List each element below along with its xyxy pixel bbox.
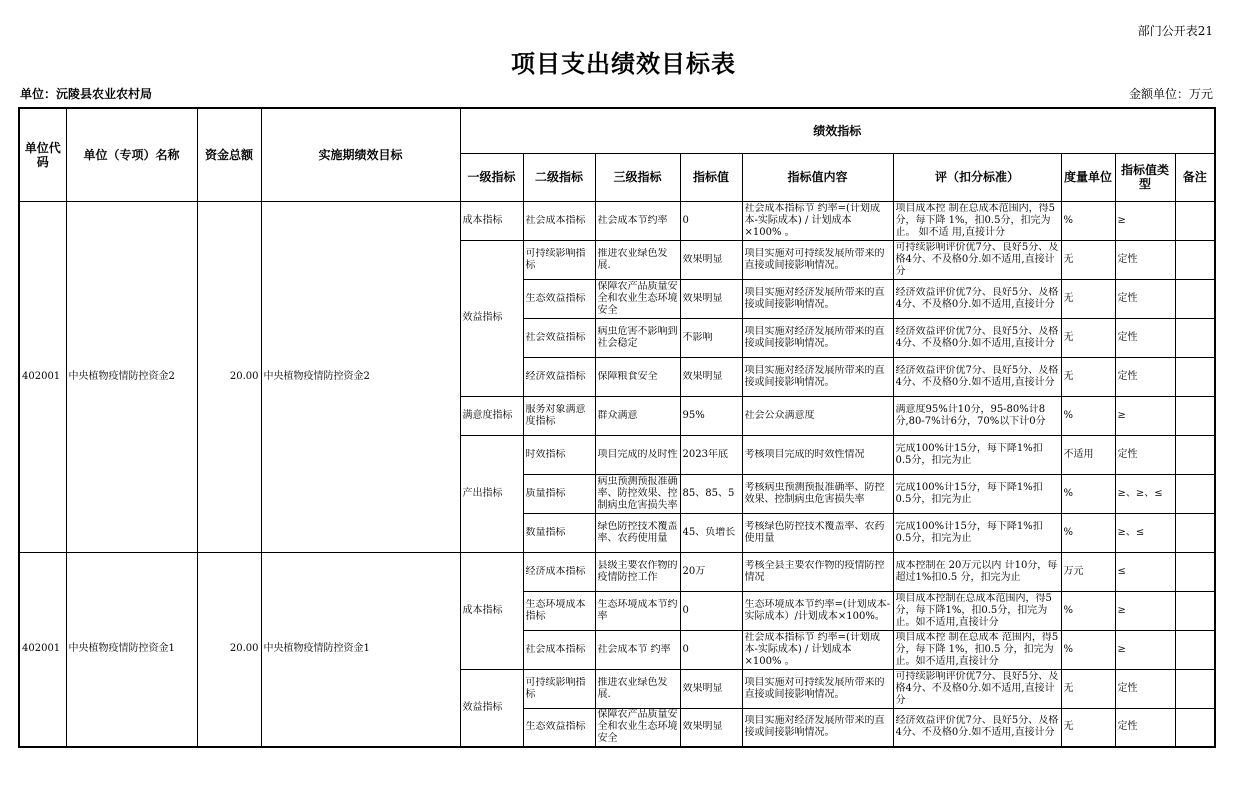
level2-cell xyxy=(523,630,595,669)
level3-cell-text: 县级主要农作物的 疫情防控工作 xyxy=(597,559,678,583)
scoring-cell-text: 项目成本控制在总成本范围内，得5分，每下降1%，扣0.5分，扣完为止。如不适用,直接计分 xyxy=(895,592,1052,628)
value-cell xyxy=(680,435,742,474)
level2-cell-text: 生态环境成本指标 xyxy=(525,598,586,622)
level3-cell xyxy=(595,435,680,474)
content-cell-text: 考核绿色防控技术覆盖率、农药使用量 xyxy=(744,520,885,544)
value-cell xyxy=(680,357,742,396)
level2-cell-text: 可持续影响指标 xyxy=(525,676,586,700)
value-cell-text: 20万 xyxy=(682,565,706,577)
level2-cell xyxy=(523,708,595,747)
measure-unit-cell: % xyxy=(1061,591,1115,630)
measure-unit-cell: 无 xyxy=(1061,318,1115,357)
value-type-cell: 定性 xyxy=(1115,357,1175,396)
level3-cell-text: 社会成本节约率 xyxy=(597,214,668,226)
level1-cell: 产出指标 xyxy=(460,435,523,552)
remark-cell xyxy=(1175,357,1215,396)
level2-cell xyxy=(523,669,595,708)
content-cell xyxy=(742,630,893,669)
level1-cell: 效益指标 xyxy=(460,240,523,396)
value-type-cell: ≥ xyxy=(1115,396,1175,435)
scoring-cell-text: 完成100%计15分，每下降1%扣0.5分，扣完为止 xyxy=(895,481,1043,505)
content-cell xyxy=(742,201,893,240)
period-goal-cell: 中央植物疫情防控资金1 xyxy=(261,552,460,747)
level2-cell xyxy=(523,435,595,474)
level2-cell xyxy=(523,552,595,591)
level3-cell-text: 生态环境成本节约率 xyxy=(597,598,678,622)
level2-cell xyxy=(523,474,595,513)
level1-cell: 成本指标 xyxy=(460,552,523,669)
col-total-funds: 资金总额 xyxy=(197,108,261,201)
content-cell xyxy=(742,474,893,513)
content-cell-text: 社会公众满意度 xyxy=(744,409,815,421)
scoring-cell-text: 经济效益评价优7分、良好5分、及格4分、不及格0分.如不适用,直接计分 xyxy=(895,364,1059,388)
value-cell xyxy=(680,201,742,240)
measure-unit-cell: 不适用 xyxy=(1061,435,1115,474)
value-type-cell: ≥ xyxy=(1115,201,1175,240)
content-cell-text: 生态环境成本节约率=(计划成本-实际成本）/计划成本×100%。 xyxy=(744,598,891,622)
measure-unit-cell: 无 xyxy=(1061,708,1115,747)
remark-cell xyxy=(1175,474,1215,513)
value-cell-text: 2023年底 xyxy=(682,448,728,460)
scoring-cell xyxy=(893,513,1061,552)
value-cell-text: 效果明显 xyxy=(682,682,723,694)
level3-cell xyxy=(595,630,680,669)
scoring-cell-text: 可持续影响评价优7分、良好5分、及格4分、不及格0分.如不适用,直接计分 xyxy=(895,241,1059,277)
level1-cell: 满意度指标 xyxy=(460,396,523,435)
level3-cell-text: 推进农业绿色发展. xyxy=(597,247,668,271)
unit-code-cell: 402001 xyxy=(19,201,66,552)
value-cell xyxy=(680,513,742,552)
value-type-cell: 定性 xyxy=(1115,240,1175,279)
level2-cell xyxy=(523,591,595,630)
level3-cell-text: 推进农业绿色发展. xyxy=(597,676,668,700)
value-type-cell: 定性 xyxy=(1115,669,1175,708)
level3-cell-text: 绿色防控技术覆盖率、农药使用量 xyxy=(597,520,678,544)
value-cell-text: 45、负增长 xyxy=(682,526,736,538)
col-remark: 备注 xyxy=(1175,153,1215,201)
content-cell-text: 项目实施对经济发展所带来的直接或间接影响情况。 xyxy=(744,325,885,349)
scoring-cell xyxy=(893,630,1061,669)
page-title: 项目支出绩效目标表 xyxy=(511,49,736,78)
value-cell-text: 0 xyxy=(682,214,689,226)
value-cell-text: 0 xyxy=(682,604,689,616)
scoring-cell xyxy=(893,279,1061,318)
value-type-cell: ≥、≤ xyxy=(1115,513,1175,552)
scoring-cell xyxy=(893,240,1061,279)
scoring-cell-text: 可持续影响评价优7分、良好5分、及格4分、不及格0分.如不适用,直接计分 xyxy=(895,670,1059,706)
content-cell xyxy=(742,240,893,279)
col-level2: 二级指标 xyxy=(523,153,595,201)
col-value-type: 指标值类型 xyxy=(1115,153,1175,201)
content-cell-text: 项目实施对经济发展所带来的直接或间接影响情况。 xyxy=(744,715,885,739)
remark-cell xyxy=(1175,630,1215,669)
value-cell xyxy=(680,240,742,279)
value-cell-text: 效果明显 xyxy=(682,370,723,382)
remark-cell xyxy=(1175,708,1215,747)
value-cell-text: 85、85、5 xyxy=(682,487,735,499)
level2-cell-text: 数量指标 xyxy=(525,526,566,538)
level3-cell xyxy=(595,318,680,357)
level3-cell xyxy=(595,474,680,513)
content-cell xyxy=(742,708,893,747)
scoring-cell-text: 完成100%计15分，每下降1%扣0.5分，扣完为止 xyxy=(895,442,1043,466)
content-cell-text: 项目实施对可持续发展所带来的直接或间接影响情况。 xyxy=(744,247,885,271)
scoring-cell xyxy=(893,396,1061,435)
total-funds-cell: 20.00 xyxy=(197,201,261,552)
level3-cell xyxy=(595,669,680,708)
level2-cell xyxy=(523,318,595,357)
corner-table-label: 部门公开表21 xyxy=(1137,24,1213,38)
scoring-cell xyxy=(893,474,1061,513)
content-cell xyxy=(742,591,893,630)
col-level1: 一级指标 xyxy=(460,153,523,201)
content-cell xyxy=(742,396,893,435)
unit-name-cell: 中央植物疫情防控资金1 xyxy=(66,552,197,747)
value-type-cell: 定性 xyxy=(1115,708,1175,747)
level2-cell-text: 社会效益指标 xyxy=(525,331,586,343)
remark-cell xyxy=(1175,552,1215,591)
scoring-cell-text: 经济效益评价优7分、良好5分、及格4分、不及格0分.如不适用,直接计分 xyxy=(895,286,1059,310)
level3-cell-text: 社会成本节 约率 xyxy=(597,643,671,655)
value-cell xyxy=(680,279,742,318)
content-cell-text: 考核全县主要农作物的疫情防控情况 xyxy=(744,559,885,583)
level3-cell xyxy=(595,591,680,630)
unit-code-cell: 402001 xyxy=(19,552,66,747)
level3-cell xyxy=(595,552,680,591)
level3-cell xyxy=(595,201,680,240)
measure-unit-cell: 万元 xyxy=(1061,552,1115,591)
remark-cell xyxy=(1175,513,1215,552)
table-row xyxy=(19,201,1215,240)
level3-cell-text: 病虫危害不影响到 社会稳定 xyxy=(597,325,678,349)
value-cell-text: 效果明显 xyxy=(682,721,723,733)
value-cell-text: 95% xyxy=(682,409,705,421)
level2-cell-text: 社会成本指标 xyxy=(525,643,586,655)
col-perf-indicators: 绩效指标 xyxy=(460,108,1215,153)
level2-cell-text: 经济成本指标 xyxy=(525,565,586,577)
level2-cell-text: 社会成本指标 xyxy=(525,214,586,226)
value-cell xyxy=(680,396,742,435)
level3-cell xyxy=(595,708,680,747)
scoring-cell-text: 经济效益评价优7分、良好5分、及格4分、不及格0分.如不适用,直接计分 xyxy=(895,325,1059,349)
content-cell-text: 项目实施对经济发展所带来的直接或间接影响情况。 xyxy=(744,364,885,388)
col-period-goal: 实施期绩效目标 xyxy=(261,108,460,201)
unit-name-label: 单位：沅陵县农业农村局 xyxy=(20,87,153,101)
scoring-cell-text: 完成100%计15分，每下降1%扣0.5分，扣完为止 xyxy=(895,520,1043,544)
content-cell xyxy=(742,435,893,474)
level2-cell xyxy=(523,240,595,279)
value-cell-text: 效果明显 xyxy=(682,292,723,304)
content-cell xyxy=(742,552,893,591)
measure-unit-cell: % xyxy=(1061,630,1115,669)
scoring-cell xyxy=(893,357,1061,396)
value-cell xyxy=(680,552,742,591)
level1-cell: 效益指标 xyxy=(460,669,523,747)
col-unit-code: 单位代码 xyxy=(19,108,66,201)
remark-cell xyxy=(1175,240,1215,279)
level2-cell xyxy=(523,513,595,552)
remark-cell xyxy=(1175,201,1215,240)
measure-unit-cell: 无 xyxy=(1061,279,1115,318)
value-cell xyxy=(680,318,742,357)
unit-name-cell: 中央植物疫情防控资金2 xyxy=(66,201,197,552)
level3-cell-text: 项目完成的及时性 xyxy=(597,448,678,460)
level2-cell xyxy=(523,396,595,435)
level3-cell-text: 病虫预测预报准确率、防控效果、控制病虫危害损失率 xyxy=(597,475,678,511)
content-cell xyxy=(742,513,893,552)
level2-cell-text: 质量指标 xyxy=(525,487,566,499)
content-cell-text: 社会成本指标节 约率=(计划成 本-实际成本) / 计划成本 ×100% 。 xyxy=(744,631,880,667)
scoring-cell xyxy=(893,708,1061,747)
level3-cell xyxy=(595,357,680,396)
value-type-cell: ≥、≥、≤ xyxy=(1115,474,1175,513)
period-goal-cell: 中央植物疫情防控资金2 xyxy=(261,201,460,552)
level2-cell xyxy=(523,201,595,240)
measure-unit-cell: % xyxy=(1061,513,1115,552)
measure-unit-cell: 无 xyxy=(1061,357,1115,396)
level2-cell-text: 时效指标 xyxy=(525,448,566,460)
content-cell xyxy=(742,318,893,357)
level2-cell-text: 生态效益指标 xyxy=(525,292,586,304)
col-scoring: 评（扣分标准） xyxy=(893,153,1061,201)
value-type-cell: 定性 xyxy=(1115,435,1175,474)
content-cell xyxy=(742,279,893,318)
col-measure-unit: 度量单位 xyxy=(1061,153,1115,201)
value-cell-text: 0 xyxy=(682,643,689,655)
level3-cell xyxy=(595,396,680,435)
value-cell-text: 不影响 xyxy=(682,331,713,343)
scoring-cell xyxy=(893,318,1061,357)
measure-unit-cell: % xyxy=(1061,396,1115,435)
level2-cell xyxy=(523,357,595,396)
level2-cell-text: 经济效益指标 xyxy=(525,370,586,382)
content-cell xyxy=(742,669,893,708)
scoring-cell-text: 项目成本控 制在总成本范围内，得5分，每下降 1%，扣0.5分，扣完为止。 如不适 用,直接计分 xyxy=(895,202,1056,238)
content-cell-text: 项目实施对经济发展所带来的直接或间接影响情况。 xyxy=(744,286,885,310)
scoring-cell-text: 满意度95%计10分，95-80%计8分,80-7%计6分，70%以下计0分 xyxy=(895,403,1046,427)
scoring-cell xyxy=(893,552,1061,591)
col-value: 指标值 xyxy=(680,153,742,201)
col-unit-name: 单位（专项）名称 xyxy=(66,108,197,201)
level2-cell-text: 服务对象满意度指标 xyxy=(525,403,586,427)
remark-cell xyxy=(1175,669,1215,708)
remark-cell xyxy=(1175,318,1215,357)
remark-cell xyxy=(1175,435,1215,474)
value-type-cell: ≥ xyxy=(1115,591,1175,630)
scoring-cell-text: 经济效益评价优7分、良好5分、及格4分、不及格0分.如不适用,直接计分 xyxy=(895,715,1059,739)
level1-cell: 成本指标 xyxy=(460,201,523,240)
scoring-cell xyxy=(893,435,1061,474)
level3-cell xyxy=(595,240,680,279)
scoring-cell-text: 成本控制在 20万元以内 计10分，每 超过1%扣0.5 分，扣完为止 xyxy=(895,559,1058,583)
value-type-cell: ≥ xyxy=(1115,630,1175,669)
remark-cell xyxy=(1175,396,1215,435)
level3-cell-text: 保障粮食安全 xyxy=(597,370,658,382)
scoring-cell-text: 项目成本控 制在总成本 范围内，得5分，每下降 1%，扣0.5 分，扣完为止。如不适用,直接计分 xyxy=(895,631,1059,667)
level2-cell-text: 生态效益指标 xyxy=(525,721,586,733)
measure-unit-cell: 无 xyxy=(1061,669,1115,708)
remark-cell xyxy=(1175,591,1215,630)
performance-goal-table xyxy=(18,107,1216,748)
content-cell-text: 社会成本指标节 约率=(计划成 本-实际成本) / 计划成本 ×100% 。 xyxy=(744,202,880,238)
value-type-cell: 定性 xyxy=(1115,318,1175,357)
level3-cell-text: 群众满意 xyxy=(597,409,638,421)
value-cell xyxy=(680,669,742,708)
level2-cell xyxy=(523,279,595,318)
remark-cell xyxy=(1175,279,1215,318)
table-row xyxy=(19,552,1215,591)
content-cell xyxy=(742,357,893,396)
level3-cell-text: 保障农产品质量安全和农业生态环境安全 xyxy=(597,280,678,316)
total-funds-cell: 20.00 xyxy=(197,552,261,747)
level3-cell xyxy=(595,279,680,318)
level3-cell xyxy=(595,513,680,552)
value-cell xyxy=(680,474,742,513)
value-type-cell: ≤ xyxy=(1115,552,1175,591)
scoring-cell xyxy=(893,669,1061,708)
col-content: 指标值内容 xyxy=(742,153,893,201)
value-cell-text: 效果明显 xyxy=(682,253,723,265)
content-cell-text: 考核项目完成的时效性情况 xyxy=(744,448,865,460)
content-cell-text: 项目实施对可持续发展所带来的直接或间接影响情况。 xyxy=(744,676,885,700)
value-cell xyxy=(680,708,742,747)
level2-cell-text: 可持续影响指标 xyxy=(525,247,586,271)
col-level3: 三级指标 xyxy=(595,153,680,201)
measure-unit-cell: % xyxy=(1061,474,1115,513)
measure-unit-cell: % xyxy=(1061,201,1115,240)
amount-unit-label: 金额单位：万元 xyxy=(1128,87,1213,101)
scoring-cell xyxy=(893,201,1061,240)
measure-unit-cell: 无 xyxy=(1061,240,1115,279)
scoring-cell xyxy=(893,591,1061,630)
content-cell-text: 考核病虫预测预报准确率、防控效果、控制病虫危害损失率 xyxy=(744,481,885,505)
table-body xyxy=(19,201,1215,747)
value-type-cell: 定性 xyxy=(1115,279,1175,318)
value-cell xyxy=(680,630,742,669)
value-cell xyxy=(680,591,742,630)
level3-cell-text: 保障农产品质量安全和农业生态环境安全 xyxy=(597,709,678,745)
